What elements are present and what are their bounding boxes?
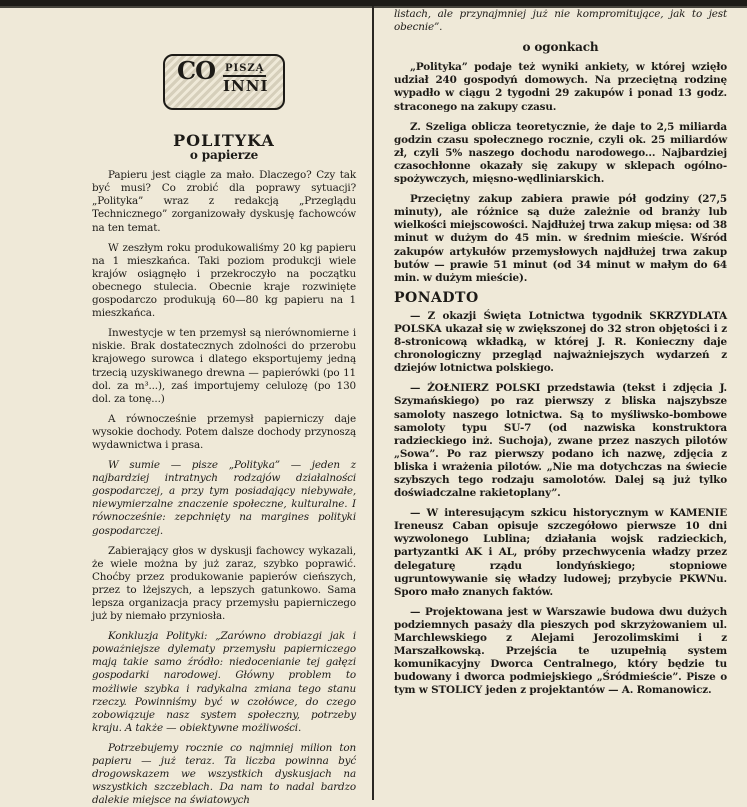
quote-paragraph: Konkluzja Polityki: „Zarówno drobiazgi jak i poważniejsze dylematy przemysłu papierniczego mają takie samo źródło: niedocenianie tej gałęzi gospodarki narodowej. Główny problem to możliwie szybka i radykalna zmiana tego stanu rzeczy. Powinniśmy być w czołówce, do czego zobowiązuje nasz system społeczny, potrzeby kraju. A także — obiektywne możliwości.: [92, 630, 356, 734]
quote-paragraph: Potrzebujemy rocznie co najmniej milion ton papieru — już teraz. Ta liczba powinna być drogowskazem we wszystkich dyskusjach na wszystkich szczeblach. Da nam to nadal bardzo dalekie miejsce na światowych: [92, 741, 356, 807]
right-column: [394, 8, 727, 800]
section-title-ponadto: PONADTO: [394, 289, 479, 306]
paragraph: Przeciętny zakup zabiera prawie pół godziny (27,5 minuty), ale różnice są duże zależnie od branży lub wielkości miejscowości. Najdłużej trwa zakup mięsa: od 38 minut w dużym do 45 min. w średnim mieście. Wśród zakupów artykułów przemysłowych najdłużej trwa zakup butów — prawie 51 minut (od 34 minut w małym do 64 min. w dużym mieście).: [394, 193, 727, 284]
paragraph: Papieru jest ciągle za mało. Dlaczego? Czy tak być musi? Co zrobić dla poprawy sytuacji? „Polityka” wraz z redakcją „Przeglądu Technicznego” zorganizowały dyskusję fachowców na ten temat.: [92, 169, 356, 234]
logo-pisza: PISZĄ: [223, 62, 266, 77]
subtitle-o-ogonkach: o ogonkach: [522, 40, 599, 55]
logo-inni: INNI: [223, 77, 269, 95]
continued-quote: listach, ale przynajmniej już nie kompromitujące, jak to jest obecnie”.: [394, 8, 727, 34]
news-item: — W interesującym szkicu historycznym w KAMENIE Ireneusz Caban opisuje szczegółowo pierwsze 10 dni wyzwolonego Lublina; działania wojsk radzieckich, partyzantki AK i AL, próby przechwycenia władzy przez delegaturę rządu londyńskiego; stopniowe ugruntowywanie się władzy ludowej; przybycie PKWNu. Sporo mało znanych faktów.: [394, 507, 727, 598]
paragraph: W zeszłym roku produkowaliśmy 20 kg papieru na 1 mieszkańca. Taki poziom produkcji wiele krajów osiągnęło i przekroczyło na początku obecnego stulecia. Obecnie kraje rozwinięte gospodarczo produkują 60—80 kg papieru na 1 mieszkańca.: [92, 241, 356, 320]
news-item: — ŻOŁNIERZ POLSKI przedstawia (tekst i zdjęcia J. Szymańskiego) po raz pierwszy z bliska najszybsze samoloty naszego lotnictwa. Są to myśliwsko-bombowe samoloty typu SU-7 (od nazwiska konstruktora radzieckiego inż. Suchoja), zwane przez naszych pilotów „Sowa”. Po raz pierwszy podano ich nazwę, zdjęcia z bliska i wrażenia pilotów. „Nie ma dotychczas na świecie szybszych tego rodzaju samolotów. Dalej są już tylko doświadczalne rakietoplany”.: [394, 382, 727, 500]
co-pisza-inni-logo: [163, 54, 285, 110]
column-divider: [372, 6, 374, 800]
logo-co: CO: [177, 56, 216, 85]
news-item: — Projektowana jest w Warszawie budowa dwu dużych podziemnych pasaży dla pieszych pod skrzyżowaniem ul. Marchlewskiego z Alejami Jerozolimskimi i z Marszałkowską. Przejścia te uzupełnią system komunikacyjny Dworca Centralnego, który będzie tu budowany i dworca podmiejskiego „Śródmieście”. Pisze o tym w STOLICY jeden z projektantów — A. Romanowicz.: [394, 605, 727, 697]
paragraph: Zabierający głos w dyskusji fachowcy wykazali, że wiele można by już zaraz, szybko poprawić. Choćby przez produkowanie papierów cieńszych, przez to lżejszych, a lepszych gatunkowo. Sama lepsza organizacja pracy przemysłu papierniczego już by niemało przyniosła.: [92, 544, 356, 623]
paragraph: Inwestycje w ten przemysł są nierównomierne i niskie. Brak dostatecznych zdolności do przerobu krajowego surowca i dlatego eksportujemy jedną trzecią uzyskiwanego drewna — papierówki (po 11 dol. za m³...), zaś importujemy celulozę (po 130 dol. za tonę...): [92, 327, 356, 405]
quote-paragraph: W sumie — pisze „Polityka” — jeden z najbardziej intratnych rodzajów działalności gospodarczej, a przy tym posiadający niebywałe, niewymierzalne znaczenie społeczne, kulturalne. I równocześnie: zepchnięty na margines polityki gospodarczej.: [92, 459, 356, 537]
paragraph: A równocześnie przemysł papierniczy daje wysokie dochody. Potem dalsze dochody przynoszą wydawnictwa i prasa.: [92, 412, 356, 451]
paragraph: „Polityka” podaje też wyniki ankiety, w której wzięło udział 240 gospodyń domowych. Na przeciętną rodzinę wypadło w ciągu 2 tygodni 29 zakupów i ponad 13 godz. straconego na zakupy czasu.: [394, 61, 727, 113]
paragraph: Z. Szeliga oblicza teoretycznie, że daje to 2,5 miliarda godzin czasu społecznego rocznie, czyli ok. 25 miliardów zł, czyli 5% naszego dochodu narodowego... Najbardziej czasochłonne okazały się zakupy w sklepach ogólno-spożywczych, mięsno-wędliniarskich.: [394, 120, 727, 186]
news-item: — Z okazji Święta Lotnictwa tygodnik SKRZYDLATA POLSKA ukazał się w zwiększonej do 32 stron objętości i z 8-stronicową wkładką, w której J. R. Konieczny daje chronologiczny przegląd najważniejszych wydarzeń z dziejów lotnictwa polskiego.: [394, 309, 727, 375]
section-title-polityka: POLITYKA: [173, 131, 275, 150]
left-column: [92, 8, 356, 807]
subtitle-o-papierze: o papierze: [189, 148, 259, 163]
